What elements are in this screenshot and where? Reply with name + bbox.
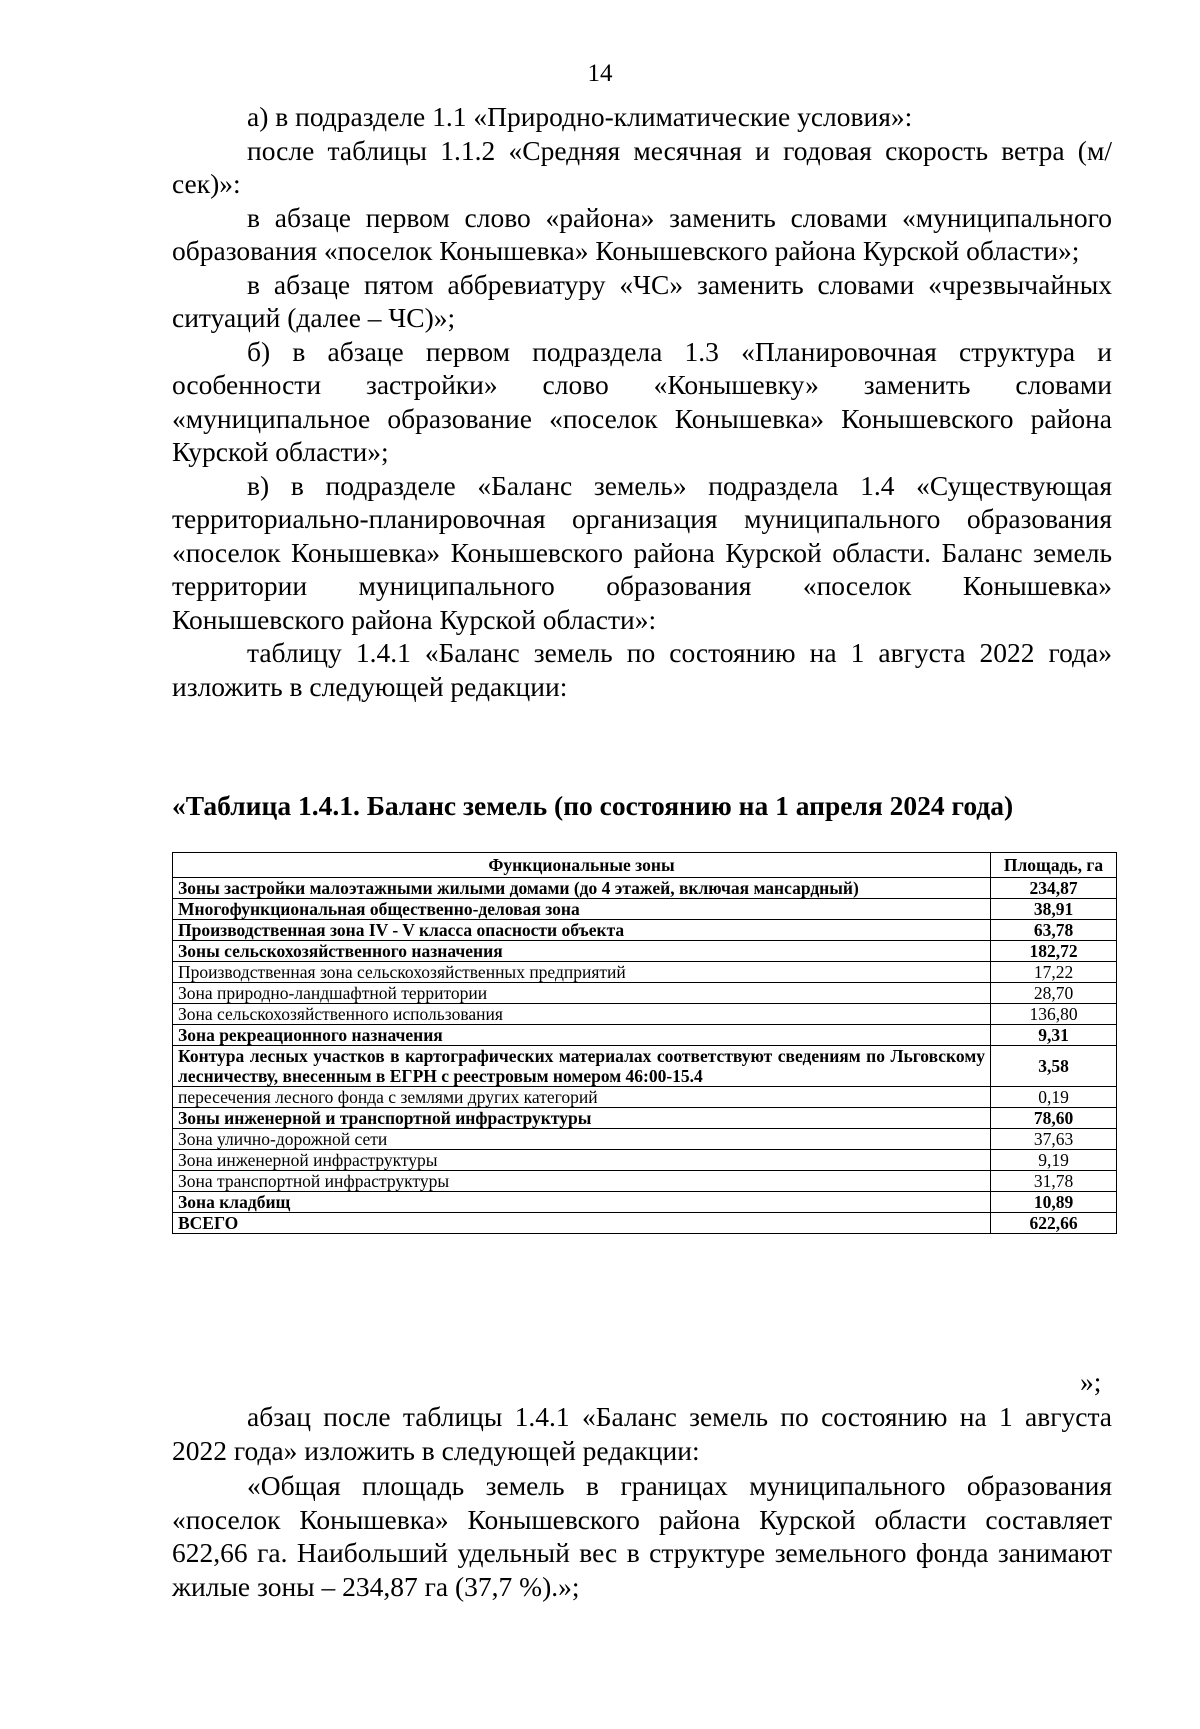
total-area-cell: 622,66 [991, 1213, 1117, 1234]
column-header-area: Площадь, га [991, 853, 1117, 878]
paragraph: в) в подразделе «Баланс земель» подраздела 1.4 «Существующая территориально-планировочная организация муниципального образования «поселок Конышевка» Конышевского района Курской области. Баланс земель территории муниципального образования «поселок Конышевка» Конышевского района Курской области»: [172, 469, 1112, 635]
table-title: «Таблица 1.4.1. Баланс земель (по состоянию на 1 апреля 2024 года) [172, 790, 1014, 821]
document-body-after-table [172, 1400, 1112, 1605]
zone-cell: Зоны инженерной и транспортной инфраструктуры [173, 1108, 991, 1129]
total-label-cell: ВСЕГО [173, 1213, 991, 1234]
table-row [173, 878, 1117, 899]
column-header-zones: Функциональные зоны [173, 853, 991, 878]
zone-cell: Зоны застройки малоэтажными жилыми домами (до 4 этажей, включая мансардный) [173, 878, 991, 899]
paragraph: после таблицы 1.1.2 «Средняя месячная и годовая скорость ветра (м/сек)»: [172, 134, 1112, 199]
table-row [173, 1108, 1117, 1129]
table-total-row [173, 1213, 1117, 1234]
table-row [173, 1129, 1117, 1150]
zone-cell: Зона инженерной инфраструктуры [173, 1150, 991, 1171]
table-row [173, 941, 1117, 962]
area-cell: 182,72 [991, 941, 1117, 962]
area-cell: 63,78 [991, 920, 1117, 941]
table-row [173, 1046, 1117, 1087]
zone-cell: Зона сельскохозяйственного использования [173, 1004, 991, 1025]
zone-cell: Контура лесных участков в картографических материалах соответствуют сведениям по Льговскому лесничеству, внесенным в ЕГРН с реестровым номером 46:00-15.4 [173, 1046, 991, 1087]
document-body [172, 100, 1112, 703]
table-row [173, 1004, 1117, 1025]
area-cell: 3,58 [991, 1046, 1117, 1087]
paragraph: «Общая площадь земель в границах муниципального образования «поселок Конышевка» Конышевского района Курской области составляет 622,66 га. Наибольший удельный вес в структуре земельного фонда занимают жилые зоны – 234,87 га (37,7 %).»; [172, 1470, 1112, 1602]
area-cell: 136,80 [991, 1004, 1117, 1025]
table-closing-quote: »; [1080, 1366, 1102, 1397]
zone-cell: Зона транспортной инфраструктуры [173, 1171, 991, 1192]
table-row [173, 1171, 1117, 1192]
zone-cell: Зона кладбищ [173, 1192, 991, 1213]
area-cell: 234,87 [991, 878, 1117, 899]
area-cell: 9,19 [991, 1150, 1117, 1171]
table-row [173, 920, 1117, 941]
table-row [173, 1087, 1117, 1108]
area-cell: 31,78 [991, 1171, 1117, 1192]
paragraph: таблицу 1.4.1 «Баланс земель по состоянию на 1 августа 2022 года» изложить в следующей редакции: [172, 637, 1112, 702]
zone-cell: Зона улично-дорожной сети [173, 1129, 991, 1150]
paragraph: абзац после таблицы 1.4.1 «Баланс земель по состоянию на 1 августа 2022 года» изложить в следующей редакции: [172, 1401, 1112, 1466]
area-cell: 37,63 [991, 1129, 1117, 1150]
table-row [173, 983, 1117, 1004]
area-cell: 9,31 [991, 1025, 1117, 1046]
zone-cell: пересечения лесного фонда с землями других категорий [173, 1087, 991, 1108]
area-cell: 28,70 [991, 983, 1117, 1004]
paragraph: а) в подразделе 1.1 «Природно-климатические условия»: [247, 101, 913, 132]
page-number: 14 [587, 60, 613, 87]
zone-cell: Производственная зона IV - V класса опасности объекта [173, 920, 991, 941]
table-row [173, 1025, 1117, 1046]
land-balance-table [172, 852, 1117, 1234]
table-row [173, 1150, 1117, 1171]
area-cell: 38,91 [991, 899, 1117, 920]
table-header-row [173, 853, 1117, 878]
paragraph: б) в абзаце первом подраздела 1.3 «Планировочная структура и особенности застройки» слово «Конышевку» заменить словами «муниципальное образование «поселок Конышевка» Конышевского района Курской области»; [172, 335, 1112, 467]
area-cell: 17,22 [991, 962, 1117, 983]
paragraph: в абзаце первом слово «района» заменить словами «муниципального образования «поселок Конышевка» Конышевского района Курской области»; [172, 201, 1112, 266]
area-cell: 78,60 [991, 1108, 1117, 1129]
area-cell: 0,19 [991, 1087, 1117, 1108]
zone-cell: Зоны сельскохозяйственного назначения [173, 941, 991, 962]
zone-cell: Зона рекреационного назначения [173, 1025, 991, 1046]
zone-cell: Многофункциональная общественно-деловая зона [173, 899, 991, 920]
paragraph: в абзаце пятом аббревиатуру «ЧС» заменить словами «чрезвычайных ситуаций (далее – ЧС)»; [172, 268, 1112, 333]
table-row [173, 962, 1117, 983]
table-row [173, 1192, 1117, 1213]
area-cell: 10,89 [991, 1192, 1117, 1213]
zone-cell: Производственная зона сельскохозяйственных предприятий [173, 962, 991, 983]
zone-cell: Зона природно-ландшафтной территории [173, 983, 991, 1004]
table-row [173, 899, 1117, 920]
